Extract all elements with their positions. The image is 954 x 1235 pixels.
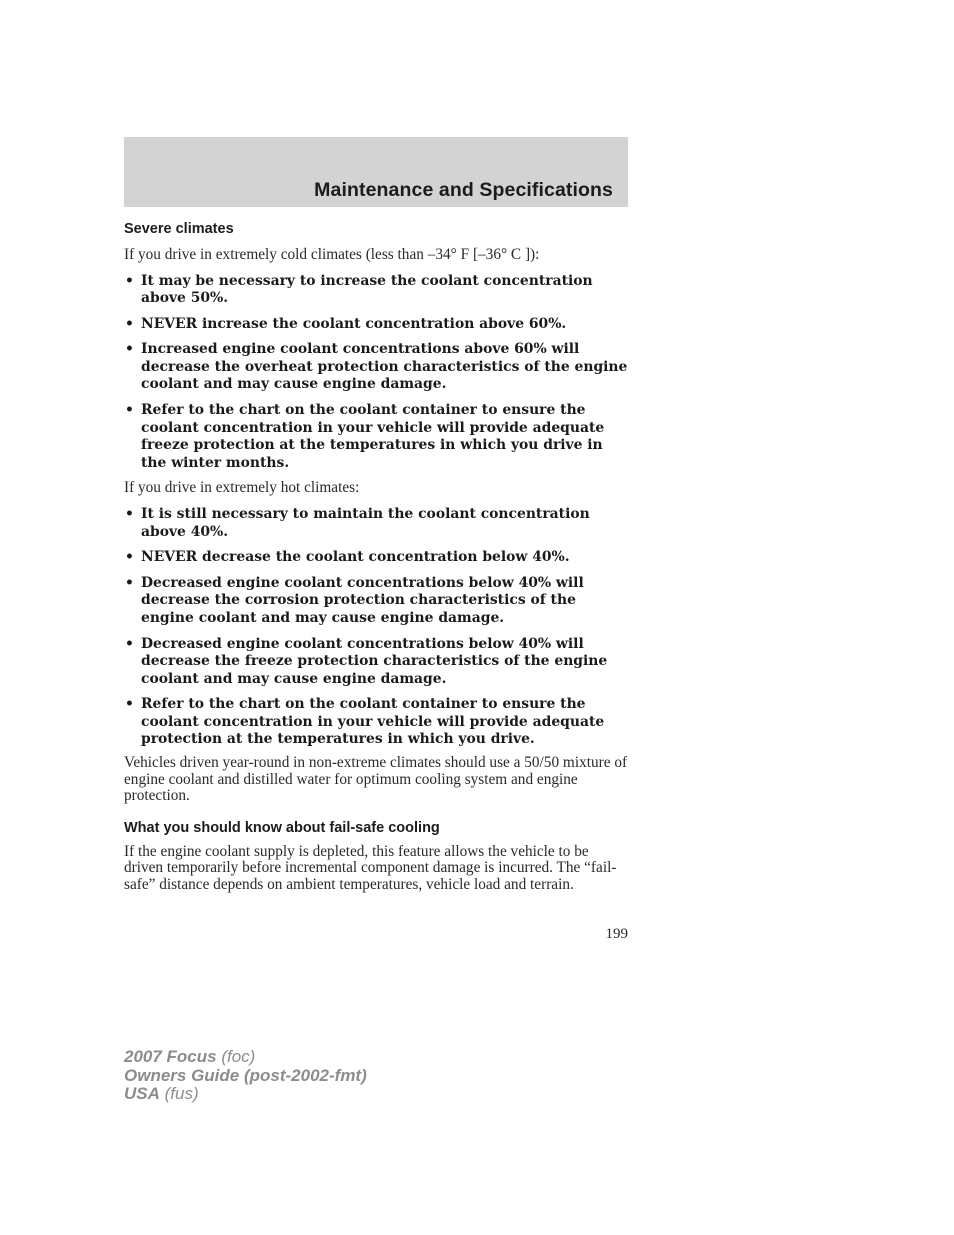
bullet-icon: • bbox=[125, 635, 134, 652]
bullet-icon: • bbox=[125, 272, 134, 289]
document-footer bbox=[124, 1048, 367, 1104]
bullet-icon: • bbox=[125, 402, 134, 419]
list-item: • Increased engine coolant concentrations above 60% will decrease the overheat protection characteristics of the engine coolant and may cause engine damage. bbox=[125, 341, 628, 393]
cold-climate-intro: If you drive in extremely cold climates (less than –34° F [–36° C ]): bbox=[124, 246, 540, 263]
footer-line-market: USA (fus) bbox=[124, 1084, 199, 1103]
list-item: • It is still necessary to maintain the coolant concentration above 40%. bbox=[125, 505, 590, 540]
cold-climate-bullet-list bbox=[124, 273, 629, 473]
bullet-icon: • bbox=[125, 341, 134, 358]
page-number: 199 bbox=[605, 926, 628, 942]
list-item: • Refer to the chart on the coolant container to ensure the coolant concentration in your vehicle will provide adequate protection at the temperatures in which you drive. bbox=[125, 696, 605, 748]
list-item: • Decreased engine coolant concentrations below 40% will decrease the freeze protection characteristics of the engine coolant and may cause engine damage. bbox=[125, 635, 608, 687]
list-item: • Refer to the chart on the coolant container to ensure the coolant concentration in your vehicle will provide adequate freeze protection at the temperatures in which you drive in the winter months. bbox=[125, 402, 605, 471]
footer-line-model: 2007 Focus (foc) bbox=[124, 1047, 256, 1066]
list-item: • It may be necessary to increase the coolant concentration above 50%. bbox=[125, 272, 593, 307]
hot-climate-intro: If you drive in extremely hot climates: bbox=[124, 479, 360, 497]
bullet-icon: • bbox=[125, 696, 134, 713]
fail-safe-cooling-heading: What you should know about fail-safe cooling bbox=[124, 819, 440, 836]
list-item: • Decreased engine coolant concentrations below 40% will decrease the corrosion protection characteristics of the engine coolant and may cause engine damage. bbox=[125, 574, 584, 626]
page-content bbox=[124, 220, 629, 893]
coolant-mixture-paragraph: Vehicles driven year-round in non-extreme climates should use a 50/50 mixture of engine coolant and distilled water for optimum cooling system and engine protection. bbox=[124, 754, 628, 805]
bullet-icon: • bbox=[125, 505, 134, 522]
hot-climate-bullet-list bbox=[124, 506, 629, 749]
list-item: • NEVER increase the coolant concentration above 60%. bbox=[125, 315, 567, 332]
severe-climates-heading: Severe climates bbox=[124, 221, 234, 237]
section-header-bar bbox=[124, 137, 628, 207]
footer-line-guide: Owners Guide (post-2002-fmt) bbox=[124, 1065, 367, 1085]
bullet-icon: • bbox=[125, 549, 134, 566]
fail-safe-cooling-paragraph: If the engine coolant supply is depleted, this feature allows the vehicle to be driven temporarily before incremental component damage is incurred. The “fail-safe” distance depends on ambient temperatures, vehicle load and terrain. bbox=[124, 842, 617, 893]
page-title: Maintenance and Specifications bbox=[314, 179, 613, 201]
bullet-icon: • bbox=[125, 574, 134, 591]
bullet-icon: • bbox=[125, 315, 134, 332]
list-item: • NEVER decrease the coolant concentration below 40%. bbox=[125, 549, 570, 566]
